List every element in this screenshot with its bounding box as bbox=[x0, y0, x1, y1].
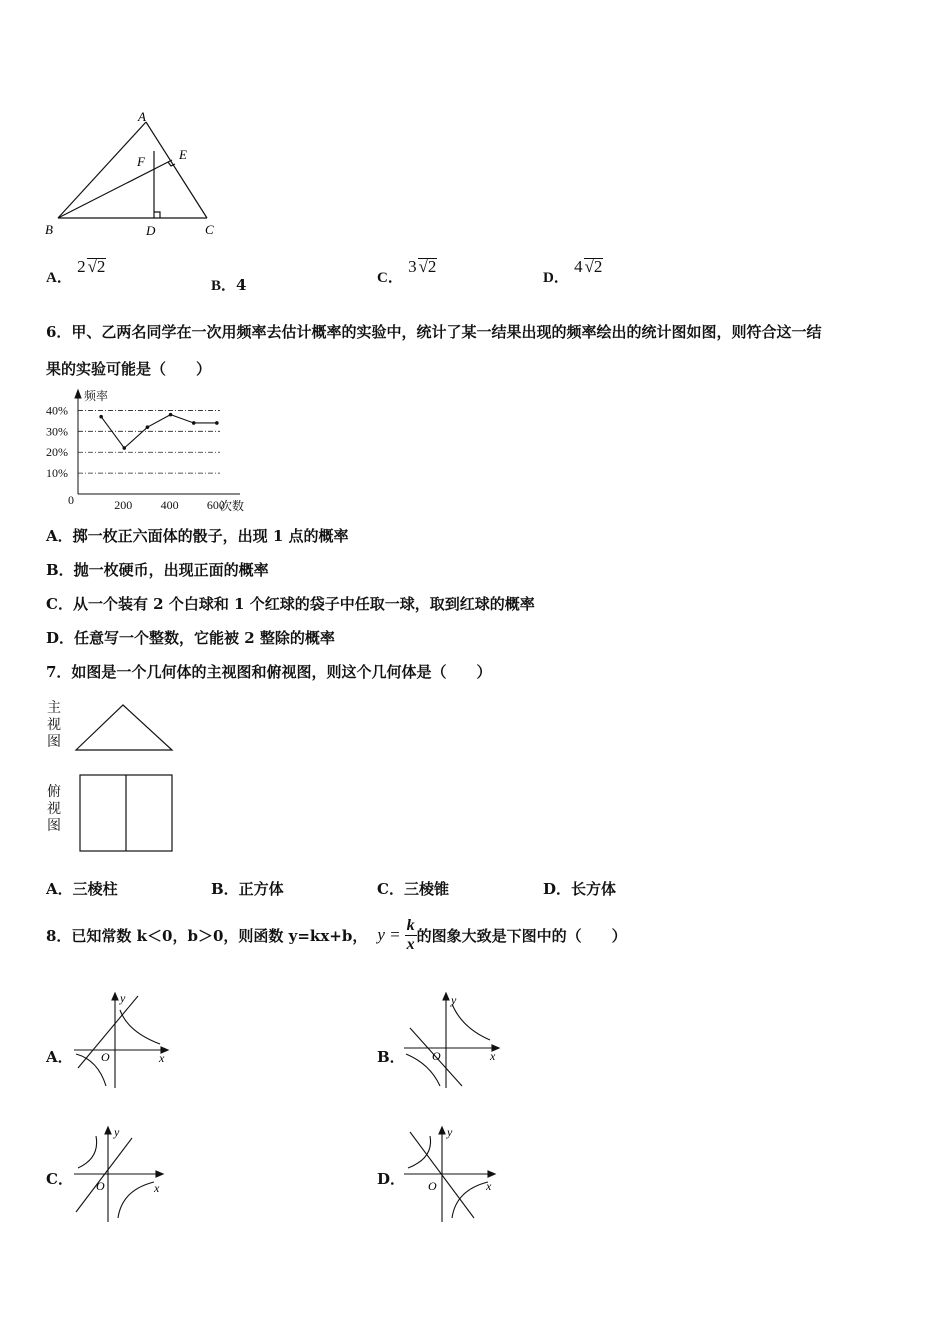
data-point bbox=[192, 421, 196, 425]
q8-option-b-label[interactable]: B． bbox=[377, 1048, 405, 1066]
y-tick-label: 40% bbox=[46, 403, 68, 418]
label-f: F bbox=[137, 154, 145, 169]
svg-text:x: x bbox=[490, 1049, 496, 1063]
q5-option-c[interactable]: C． 3 √2 bbox=[377, 257, 437, 286]
y-axis-arrow bbox=[443, 993, 449, 1000]
svg-text:y: y bbox=[120, 991, 126, 1005]
label-c: C bbox=[205, 222, 214, 237]
x-tick-label: 200 bbox=[114, 498, 133, 512]
x-tick-label: 400 bbox=[160, 498, 179, 512]
data-point bbox=[215, 421, 219, 425]
q8-option-a-label[interactable]: A． bbox=[46, 1048, 73, 1066]
q5-option-b[interactable]: B．4 bbox=[211, 276, 247, 294]
graph-option-c[interactable] bbox=[70, 1124, 170, 1224]
q7-option-b[interactable]: B．正方体 bbox=[211, 880, 284, 898]
svg-text:O: O bbox=[101, 1050, 110, 1064]
hyperbola-branch-1 bbox=[78, 1136, 97, 1168]
y-tick-label: 20% bbox=[46, 445, 68, 460]
label-a: A bbox=[138, 109, 146, 124]
segment-be bbox=[58, 160, 172, 218]
right-angle-d bbox=[154, 212, 160, 218]
y-axis-arrow bbox=[439, 1127, 445, 1134]
sqrt-symbol: √2 bbox=[584, 257, 603, 276]
svg-text:y: y bbox=[114, 1125, 120, 1139]
svg-text:O: O bbox=[428, 1179, 437, 1193]
hyperbola-branch-1 bbox=[120, 1010, 160, 1044]
sqrt-symbol: √2 bbox=[87, 257, 106, 276]
x-axis-arrow bbox=[488, 1171, 495, 1177]
side-ab bbox=[58, 122, 146, 218]
q8-option-c-label[interactable]: C． bbox=[46, 1170, 73, 1188]
y-tick-label: 30% bbox=[46, 424, 68, 439]
svg-text:y: y bbox=[447, 1125, 453, 1139]
q6-option-a[interactable]: A．掷一枚正六面体的骰子，出现 1 点的概率 bbox=[46, 527, 349, 545]
x-tick-label: 600 bbox=[206, 498, 225, 512]
svg-text:x: x bbox=[154, 1181, 160, 1195]
q7-stem: 7．如图是一个几何体的主视图和俯视图，则这个几何体是（ ） bbox=[46, 663, 492, 681]
label-b: B bbox=[45, 222, 53, 237]
front-view-triangle bbox=[74, 702, 176, 754]
hyperbola-branch-2 bbox=[118, 1182, 154, 1218]
svg-text:O: O bbox=[96, 1179, 105, 1193]
label-d: D bbox=[146, 223, 156, 238]
data-point bbox=[146, 425, 150, 429]
y-axis-arrow bbox=[75, 390, 81, 398]
frequency-chart bbox=[40, 386, 255, 516]
q5-option-d[interactable]: D． 4 √2 bbox=[543, 257, 603, 286]
y-axis-arrow bbox=[105, 1127, 111, 1134]
x-axis-title: 次数 bbox=[220, 499, 245, 513]
formula-fraction: $\frac{k}{x}$ bbox=[406, 916, 415, 953]
formula-lhs: y = bbox=[377, 925, 401, 944]
y-axis-title: 频率 bbox=[84, 389, 109, 403]
data-point bbox=[122, 446, 126, 450]
hyperbola-branch-1 bbox=[408, 1136, 431, 1168]
y-tick-label: 10% bbox=[46, 466, 68, 481]
q7-option-d[interactable]: D．长方体 bbox=[543, 880, 617, 898]
q8-stem: 8．已知常数 k＜0，b＞0，则函数 y=kx+b， y = $\frac{k}{x}$ 的图象大致是下图中的（ ） bbox=[46, 916, 627, 953]
svg-text:O: O bbox=[432, 1049, 441, 1063]
svg-text:x: x bbox=[159, 1051, 165, 1065]
graph-option-a[interactable] bbox=[70, 990, 170, 1090]
top-view-label: 俯 视 图 bbox=[47, 784, 61, 834]
svg-text:y: y bbox=[451, 993, 457, 1007]
q6-stem-line2: 果的实验可能是（ ） bbox=[46, 360, 212, 378]
triangle-figure bbox=[40, 108, 230, 243]
q6-option-b[interactable]: B．抛一枚硬币，出现正面的概率 bbox=[46, 561, 269, 579]
data-point bbox=[169, 413, 173, 417]
y-axis-arrow bbox=[112, 993, 118, 1000]
q6-stem-line1: 6．甲、乙两名同学在一次用频率去估计概率的实验中，统计了某一结果出现的频率绘出的统计图如图，则符合这一结 bbox=[46, 323, 822, 341]
q7-option-c[interactable]: C．三棱锥 bbox=[377, 880, 449, 898]
hyperbola-branch-1 bbox=[452, 1004, 490, 1040]
graph-option-b[interactable] bbox=[400, 990, 502, 1090]
data-point bbox=[99, 415, 103, 419]
q8-option-d-label[interactable]: D． bbox=[377, 1170, 406, 1188]
sqrt-symbol: √2 bbox=[418, 257, 437, 276]
origin-label: 0 bbox=[68, 493, 74, 507]
front-view-label: 主 视 图 bbox=[47, 700, 61, 750]
q5-option-a[interactable]: A． 2 √2 bbox=[46, 257, 106, 286]
top-view-rectangle bbox=[78, 773, 174, 853]
q6-option-c[interactable]: C．从一个装有 2 个白球和 1 个红球的袋子中任取一球，取到红球的概率 bbox=[46, 595, 535, 613]
side-ac bbox=[146, 122, 207, 218]
q6-option-d[interactable]: D．任意写一个整数，它能被 2 整除的概率 bbox=[46, 629, 335, 647]
q7-option-a[interactable]: A．三棱柱 bbox=[46, 880, 118, 898]
graph-option-d[interactable] bbox=[400, 1124, 500, 1224]
svg-text:x: x bbox=[486, 1179, 492, 1193]
label-e: E bbox=[179, 147, 187, 162]
x-axis-arrow bbox=[156, 1171, 163, 1177]
